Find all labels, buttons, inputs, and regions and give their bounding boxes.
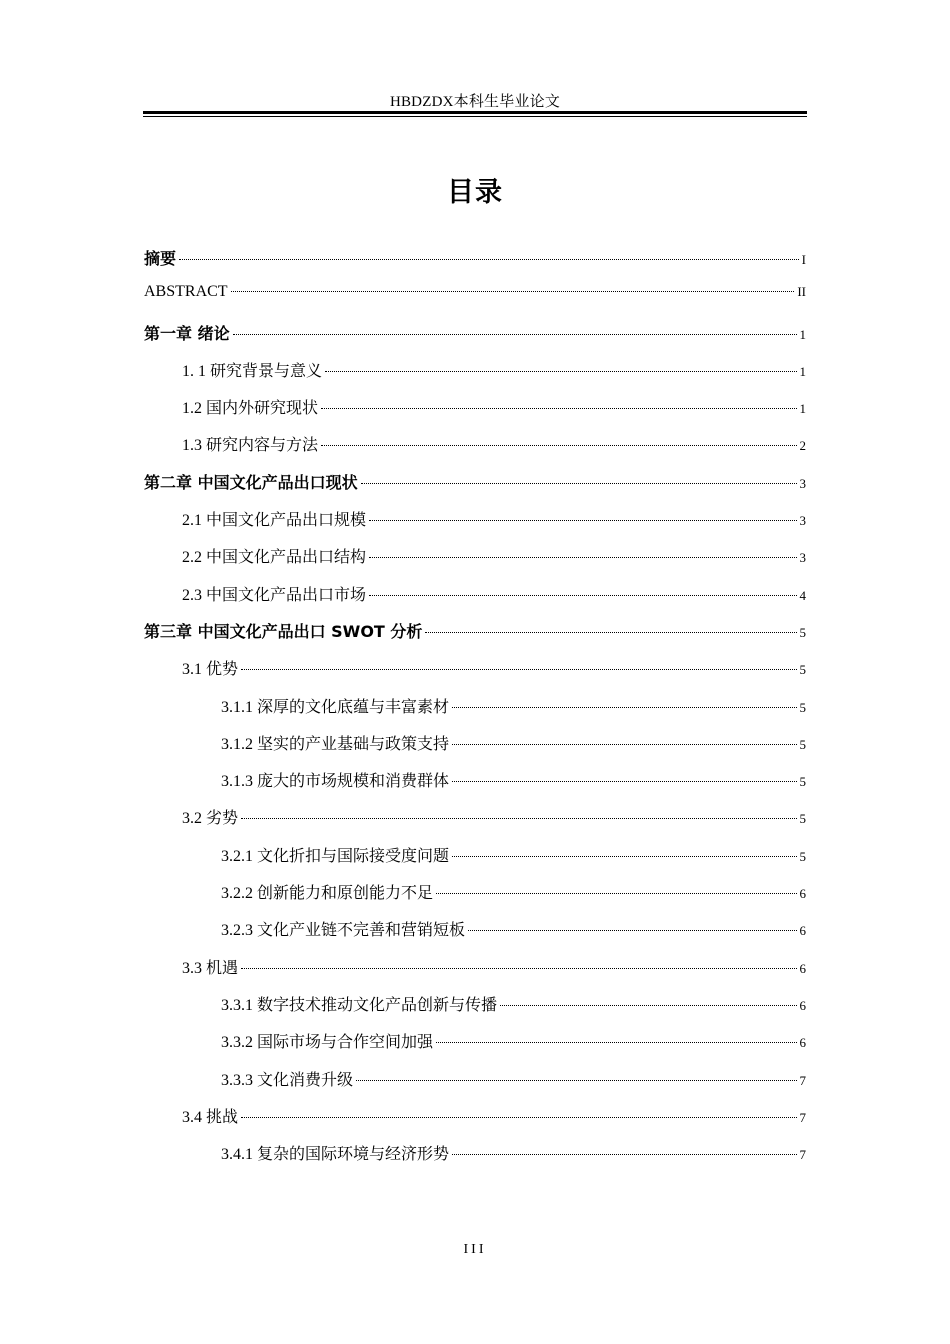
toc-entry[interactable] bbox=[144, 283, 806, 320]
toc-entry[interactable] bbox=[144, 731, 806, 768]
toc-entry[interactable] bbox=[144, 358, 806, 395]
dot-leader bbox=[361, 483, 797, 484]
toc-entry-label: 3.2.1 文化折扣与国际接受度问题 bbox=[221, 847, 450, 865]
page-number: III bbox=[463, 1242, 487, 1257]
toc-entry-label: 3.2.2 创新能力和原创能力不足 bbox=[221, 885, 434, 903]
page-title: 目录 bbox=[447, 177, 503, 208]
toc-entry-label: 摘要 bbox=[144, 249, 177, 268]
toc-entry-label: 3.3.1 数字技术推动文化产品创新与传播 bbox=[221, 996, 498, 1014]
toc-entry-page: 1 bbox=[799, 401, 806, 417]
toc-entry-label: 1. 1 研究背景与意义 bbox=[182, 362, 323, 380]
toc-entry-label: 3.3.2 国际市场与合作空间加强 bbox=[221, 1034, 434, 1052]
toc-entry[interactable] bbox=[144, 582, 806, 619]
dot-leader bbox=[241, 968, 796, 969]
toc-entry-page: 5 bbox=[799, 699, 806, 715]
dot-leader bbox=[452, 781, 796, 782]
dot-leader bbox=[241, 669, 796, 670]
toc-entry-label: ABSTRACT bbox=[144, 283, 228, 301]
toc-entry[interactable] bbox=[144, 694, 806, 731]
toc-entry-page: I bbox=[801, 252, 806, 267]
dot-leader bbox=[321, 408, 796, 409]
toc-entry[interactable] bbox=[144, 1029, 806, 1066]
toc-entry-page: 2 bbox=[799, 438, 806, 454]
dot-leader bbox=[369, 557, 796, 558]
toc-entry-label: 3.3.3 文化消费升级 bbox=[221, 1071, 354, 1089]
toc-entry-label: 1.3 研究内容与方法 bbox=[182, 437, 319, 455]
dot-leader bbox=[425, 632, 796, 633]
toc-entry-page: 3 bbox=[799, 475, 806, 491]
toc-entry[interactable] bbox=[144, 395, 806, 432]
toc-entry-label: 3.4.1 复杂的国际环境与经济形势 bbox=[221, 1146, 450, 1164]
dot-leader bbox=[321, 445, 796, 446]
toc-entry-page: II bbox=[797, 284, 806, 300]
dot-leader bbox=[231, 291, 795, 292]
toc-entry-label: 3.4 挑战 bbox=[182, 1108, 239, 1126]
toc-entry-label: 3.2 劣势 bbox=[182, 810, 239, 828]
dot-leader bbox=[452, 1154, 796, 1155]
toc-entry-page: 6 bbox=[799, 1035, 806, 1051]
toc-entry[interactable] bbox=[144, 768, 806, 805]
toc-entry[interactable] bbox=[144, 805, 806, 842]
toc-entry-page: 3 bbox=[799, 550, 806, 566]
toc-entry-label: 第二章 中国文化产品出口现状 bbox=[144, 472, 358, 492]
toc-entry-label: 1.2 国内外研究现状 bbox=[182, 400, 319, 418]
toc-entry-page: 5 bbox=[799, 811, 806, 827]
toc-entry-label: 第一章 绪论 bbox=[144, 323, 230, 343]
toc-entry[interactable] bbox=[144, 917, 806, 954]
toc-entry[interactable] bbox=[144, 619, 806, 656]
toc-entry-label: 2.2 中国文化产品出口结构 bbox=[182, 549, 367, 567]
toc-entry-page: 5 bbox=[799, 624, 806, 640]
toc-entry[interactable] bbox=[144, 246, 806, 283]
toc-entry[interactable] bbox=[144, 432, 806, 469]
dot-leader bbox=[356, 1080, 796, 1081]
toc-entry-page: 5 bbox=[799, 774, 806, 790]
toc-entry[interactable] bbox=[144, 955, 806, 992]
dot-leader bbox=[179, 259, 799, 260]
dot-leader bbox=[241, 818, 796, 819]
dot-leader bbox=[500, 1005, 796, 1006]
toc-entry-page: 7 bbox=[799, 1147, 806, 1163]
toc-entry-label: 2.1 中国文化产品出口规模 bbox=[182, 512, 367, 530]
dot-leader bbox=[452, 856, 796, 857]
toc-entry-label: 3.2.3 文化产业链不完善和营销短板 bbox=[221, 922, 466, 940]
toc-entry-label: 3.1.3 庞大的市场规模和消费群体 bbox=[221, 773, 450, 791]
toc-entry[interactable] bbox=[144, 843, 806, 880]
dot-leader bbox=[369, 595, 796, 596]
toc-entry-page: 6 bbox=[799, 886, 806, 902]
toc-entry-label: 第三章 中国文化产品出口 SWOT 分析 bbox=[144, 621, 423, 641]
dot-leader bbox=[325, 371, 796, 372]
toc-entry-page: 7 bbox=[799, 1072, 806, 1088]
dot-leader bbox=[468, 930, 796, 931]
toc-entry-page: 5 bbox=[799, 848, 806, 864]
running-header: HBDZDX本科生毕业论文 bbox=[389, 94, 561, 110]
toc-entry[interactable] bbox=[144, 544, 806, 581]
dot-leader bbox=[233, 334, 797, 335]
toc-entry-page: 1 bbox=[799, 363, 806, 379]
toc-entry-page: 5 bbox=[799, 662, 806, 678]
toc-entry-page: 5 bbox=[799, 736, 806, 752]
toc-entry-page: 6 bbox=[799, 997, 806, 1013]
toc-entry[interactable] bbox=[144, 507, 806, 544]
dot-leader bbox=[436, 1042, 796, 1043]
dot-leader bbox=[369, 520, 796, 521]
header-rule bbox=[143, 111, 807, 117]
dot-leader bbox=[241, 1117, 796, 1118]
toc-entry-page: 1 bbox=[799, 326, 806, 342]
toc-entry-label: 3.3 机遇 bbox=[182, 959, 239, 977]
toc-entry-label: 2.3 中国文化产品出口市场 bbox=[182, 586, 367, 604]
toc-entry[interactable] bbox=[144, 1067, 806, 1104]
dot-leader bbox=[436, 893, 796, 894]
toc-entry-page: 3 bbox=[799, 513, 806, 529]
toc-entry[interactable] bbox=[144, 321, 806, 358]
toc-entry-page: 6 bbox=[799, 960, 806, 976]
toc-entry[interactable] bbox=[144, 992, 806, 1029]
toc-entry-label: 3.1.1 深厚的文化底蕴与丰富素材 bbox=[221, 698, 450, 716]
toc-entry[interactable] bbox=[144, 1141, 806, 1178]
toc-entry-page: 6 bbox=[799, 923, 806, 939]
toc-entry-label: 3.1.2 坚实的产业基础与政策支持 bbox=[221, 735, 450, 753]
toc-entry-page: 7 bbox=[799, 1109, 806, 1125]
dot-leader bbox=[452, 744, 796, 745]
toc-entry[interactable] bbox=[144, 470, 806, 507]
toc-entry[interactable] bbox=[144, 880, 806, 917]
toc-entry[interactable] bbox=[144, 656, 806, 693]
dot-leader bbox=[452, 707, 796, 708]
table-of-contents bbox=[144, 246, 806, 1178]
toc-entry-label: 3.1 优势 bbox=[182, 661, 239, 679]
toc-entry[interactable] bbox=[144, 1104, 806, 1141]
toc-entry-page: 4 bbox=[799, 587, 806, 603]
